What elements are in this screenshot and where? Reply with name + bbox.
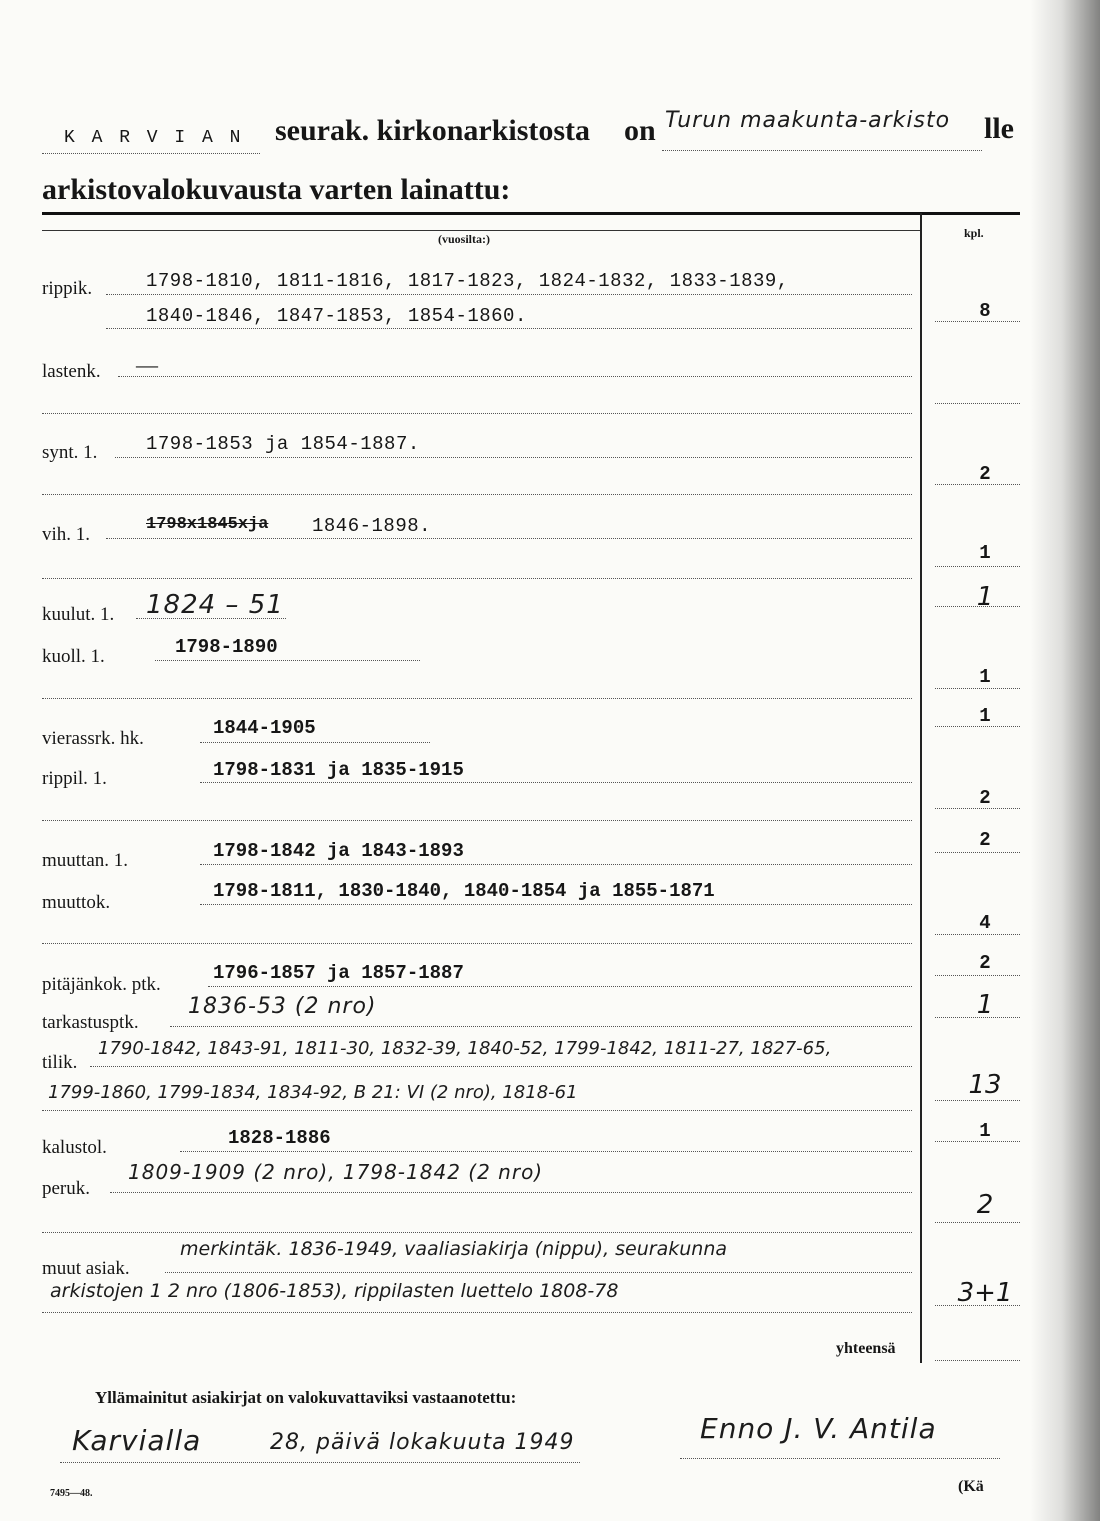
header-on: on bbox=[624, 114, 656, 147]
row-label: tilik. bbox=[42, 1052, 78, 1073]
column-divider bbox=[920, 213, 922, 1363]
row-value-handwritten-2: arkistojen 1 2 nro (1806-1853), rippilasten luettelo 1808-78 bbox=[50, 1280, 619, 1302]
row-value-handwritten: 1824 – 51 bbox=[146, 590, 284, 620]
row-label: muut asiak. bbox=[42, 1258, 130, 1279]
row-value-2: 1840-1846, 1847-1853, 1854-1860. bbox=[146, 305, 527, 327]
row-count: 2 bbox=[979, 952, 991, 974]
row-value: 1828-1886 bbox=[228, 1127, 331, 1149]
form-code: 7495—48. bbox=[50, 1488, 93, 1499]
row-value: 1798-1811, 1830-1840, 1840-1854 ja 1855-1871 bbox=[213, 880, 715, 902]
row-value: 1798-1853 ja 1854-1887. bbox=[146, 433, 420, 455]
row-count: 1 bbox=[976, 990, 994, 1020]
row-count: 1 bbox=[976, 582, 994, 612]
row-label: rippil. 1. bbox=[42, 768, 107, 789]
top-rule bbox=[42, 212, 1020, 215]
row-label: vih. 1. bbox=[42, 524, 91, 545]
corner-label: (Kä bbox=[958, 1478, 984, 1495]
row-value-handwritten: 1790-1842, 1843-91, 1811-30, 1832-39, 1840-52, 1799-1842, 1811-27, 1827-65, bbox=[98, 1038, 832, 1059]
row-label: kalustol. bbox=[42, 1137, 107, 1158]
row-value: 1798-1831 ja 1835-1915 bbox=[213, 759, 464, 781]
row-count: 1 bbox=[979, 666, 991, 688]
row-value-handwritten: 1809-1909 (2 nro), 1798-1842 (2 nro) bbox=[128, 1160, 544, 1184]
row-count: 2 bbox=[979, 463, 991, 485]
row-count: 2 bbox=[976, 1190, 994, 1220]
row-label: tarkastusptk. bbox=[42, 1012, 139, 1033]
header-suffix: lle bbox=[984, 112, 1014, 145]
row-value: 1844-1905 bbox=[213, 717, 316, 739]
received-statement: Yllämainitut asiakirjat on valokuvattaviksi vastaanotettu: bbox=[95, 1388, 517, 1407]
count-header: kpl. bbox=[964, 226, 984, 240]
signature: Enno J. V. Antila bbox=[700, 1412, 937, 1445]
row-label: synt. 1. bbox=[42, 442, 98, 463]
row-label: kuulut. 1. bbox=[42, 604, 115, 625]
parish-name: K A R V I A N bbox=[64, 128, 244, 148]
row-value: 1798-1842 ja 1843-1893 bbox=[213, 840, 464, 862]
row-value: 1796-1857 ja 1857-1887 bbox=[213, 962, 464, 984]
row-value: — bbox=[136, 352, 158, 377]
row-label: muuttok. bbox=[42, 892, 111, 913]
row-count: 8 bbox=[979, 300, 991, 322]
recipient-handwritten: Turun maakunta-arkisto bbox=[665, 108, 951, 133]
row-count: 1 bbox=[979, 542, 991, 564]
row-value-handwritten: 1836-53 (2 nro) bbox=[188, 994, 377, 1019]
date-handwritten: 28, päivä lokakuuta 1949 bbox=[270, 1430, 575, 1455]
row-count: 2 bbox=[979, 787, 991, 809]
row-label: muuttan. 1. bbox=[42, 850, 129, 871]
row-count: 3+1 bbox=[957, 1278, 1013, 1308]
row-label: vierassrk. hk. bbox=[42, 728, 144, 749]
total-label: yhteensä bbox=[836, 1340, 896, 1357]
row-value: 1798-1890 bbox=[175, 636, 278, 658]
row-count: 13 bbox=[968, 1070, 1002, 1100]
row-label: peruk. bbox=[42, 1178, 91, 1199]
row-label: kuoll. 1. bbox=[42, 646, 105, 667]
row-value-handwritten-2: 1799-1860, 1799-1834, 1834-92, B 21: VI (2 nro), 1818-61 bbox=[48, 1082, 578, 1103]
scan-edge-shadow bbox=[1030, 0, 1100, 1521]
header-line2: arkistovalokuvausta varten lainattu: bbox=[42, 173, 511, 206]
place-handwritten: Karvialla bbox=[72, 1424, 202, 1457]
row-label: pitäjänkok. ptk. bbox=[42, 974, 161, 995]
row-count: 1 bbox=[979, 705, 991, 727]
row-value: 1846-1898. bbox=[312, 515, 432, 537]
struck-value: 1798x1845xja bbox=[146, 515, 269, 534]
row-label: rippik. bbox=[42, 278, 93, 299]
row-value: 1798-1810, 1811-1816, 1817-1823, 1824-1832, 1833-1839, bbox=[146, 270, 789, 292]
row-label: lastenk. bbox=[42, 361, 101, 382]
thin-rule bbox=[42, 230, 920, 231]
years-header: (vuosilta:) bbox=[438, 232, 490, 246]
row-count: 4 bbox=[979, 912, 991, 934]
row-count: 1 bbox=[979, 1120, 991, 1142]
row-count: 2 bbox=[979, 829, 991, 851]
row-value-handwritten: merkintäk. 1836-1949, vaaliasiakirja (nippu), seurakunna bbox=[180, 1238, 728, 1260]
header-text: seurak. kirkonarkistosta bbox=[275, 114, 591, 147]
